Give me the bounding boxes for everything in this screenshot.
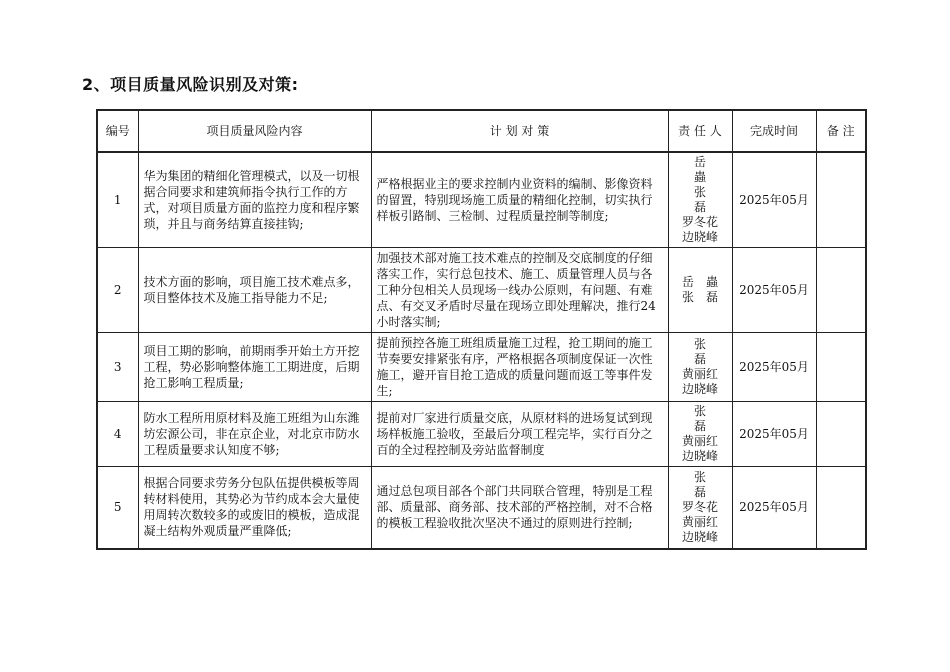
- person-name: 磊: [693, 200, 706, 214]
- row-number: 4: [97, 402, 138, 467]
- plan-content: 通过总包项目部各个部门共同联合管理，特别是工程部、质量部、商务部、技术部的严格控制，对不合格的模板工程验收批次坚决不通过的原则进行控制;: [371, 467, 668, 549]
- responsible-people: [668, 333, 732, 402]
- row-number: 2: [97, 248, 138, 333]
- header-responsible: 责 任 人: [668, 110, 732, 152]
- person-name: 边晓峰: [681, 529, 718, 544]
- person-name: 边晓峰: [681, 449, 718, 463]
- header-risk: 项目质量风险内容: [138, 110, 371, 152]
- row-number: 3: [97, 333, 138, 402]
- person-name: 边晓峰: [681, 230, 718, 244]
- responsible-people: [668, 152, 732, 248]
- plan-content: 严格根据业主的要求控制内业资料的编制、影像资料的留置，特别现场施工质量的精细化控制，切实执行样板引路制、三检制、过程质量控制等制度;: [371, 152, 668, 248]
- risk-content: 项目工期的影响，前期雨季开始土方开挖工程，势必影响整体施工工期进度，后期抢工影响工程质量;: [138, 333, 371, 402]
- completion-date: 2025年05月: [732, 333, 816, 402]
- person-name: 张: [693, 469, 706, 484]
- person-name: 张 磊: [681, 290, 718, 304]
- table-row: [97, 248, 866, 333]
- note-cell: [816, 333, 866, 402]
- person-name: 张: [693, 185, 706, 199]
- person-name: 磊: [693, 419, 706, 433]
- row-number: 1: [97, 152, 138, 248]
- risk-content: 华为集团的精细化管理模式，以及一切根据合同要求和建筑师指令执行工作的方式，对项目质量方面的监控力度和程序繁琐，并且与商务结算直接挂钩;: [138, 152, 371, 248]
- plan-content: 提前预控各施工班组质量施工过程，抢工期间的施工节奏要安排紧张有序，严格根据各项制度保证一次性施工，避开盲目抢工造成的质量问题而返工等事件发生;: [371, 333, 668, 402]
- person-name: 边晓峰: [681, 382, 718, 396]
- plan-content: 提前对厂家进行质量交底，从原材料的进场复试到现场样板施工验收，至最后分项工程完毕，实行百分之百的全过程控制及旁站监督制度: [371, 402, 668, 467]
- person-name: 岳: [693, 155, 706, 169]
- completion-date: 2025年05月: [732, 402, 816, 467]
- row-number: 5: [97, 467, 138, 549]
- responsible-people: [668, 402, 732, 467]
- person-name: 磊: [693, 352, 706, 366]
- table-row: [97, 333, 866, 402]
- table-row: [97, 402, 866, 467]
- person-name: 岳 蟲: [681, 275, 718, 289]
- table-row: [97, 467, 866, 549]
- plan-content: 加强技术部对施工技术难点的控制及交底制度的仔细落实工作，实行总包技术、施工、质量管理人员与各工种分包相关人员现场一线办公原则，有问题、有难点、有交叉矛盾时尽量在现场立即处理解决，推行24小时落实制;: [371, 248, 668, 333]
- note-cell: [816, 152, 866, 248]
- completion-date: 2025年05月: [732, 152, 816, 248]
- risk-content: 防水工程所用原材料及施工班组为山东潍坊宏源公司，非在京企业，对北京市防水工程质量要求认知度不够;: [138, 402, 371, 467]
- note-cell: [816, 467, 866, 549]
- header-plan: 计 划 对 策: [371, 110, 668, 152]
- responsible-people: [668, 248, 732, 333]
- completion-date: 2025年05月: [732, 467, 816, 549]
- person-name: 张: [693, 404, 706, 418]
- header-number: 编号: [97, 110, 138, 152]
- person-name: 张: [693, 337, 706, 351]
- header-note: 备 注: [816, 110, 866, 152]
- person-name: 黄丽红: [681, 367, 718, 381]
- risk-content: 技术方面的影响，项目施工技术难点多，项目整体技术及施工指导能力不足;: [138, 248, 371, 333]
- table-row: [97, 152, 866, 248]
- note-cell: [816, 248, 866, 333]
- table-header-row: [97, 110, 866, 152]
- person-name: 黄丽红: [681, 514, 718, 529]
- person-name: 罗冬花: [681, 499, 718, 514]
- risk-content: 根据合同要求劳务分包队伍提供模板等周转材料使用，其势必为节约成本会大量使用周转次数较多的或废旧的模板，造成混凝土结构外观质量严重降低;: [138, 467, 371, 549]
- completion-date: 2025年05月: [732, 248, 816, 333]
- header-date: 完成时间: [732, 110, 816, 152]
- responsible-people: [668, 467, 732, 549]
- quality-risk-table: [96, 109, 867, 550]
- person-name: 蟲: [693, 170, 706, 184]
- note-cell: [816, 402, 866, 467]
- person-name: 磊: [693, 484, 706, 499]
- person-name: 黄丽红: [681, 434, 718, 448]
- person-name: 罗冬花: [681, 215, 718, 229]
- section-heading: 2、项目质量风险识别及对策:: [82, 75, 299, 94]
